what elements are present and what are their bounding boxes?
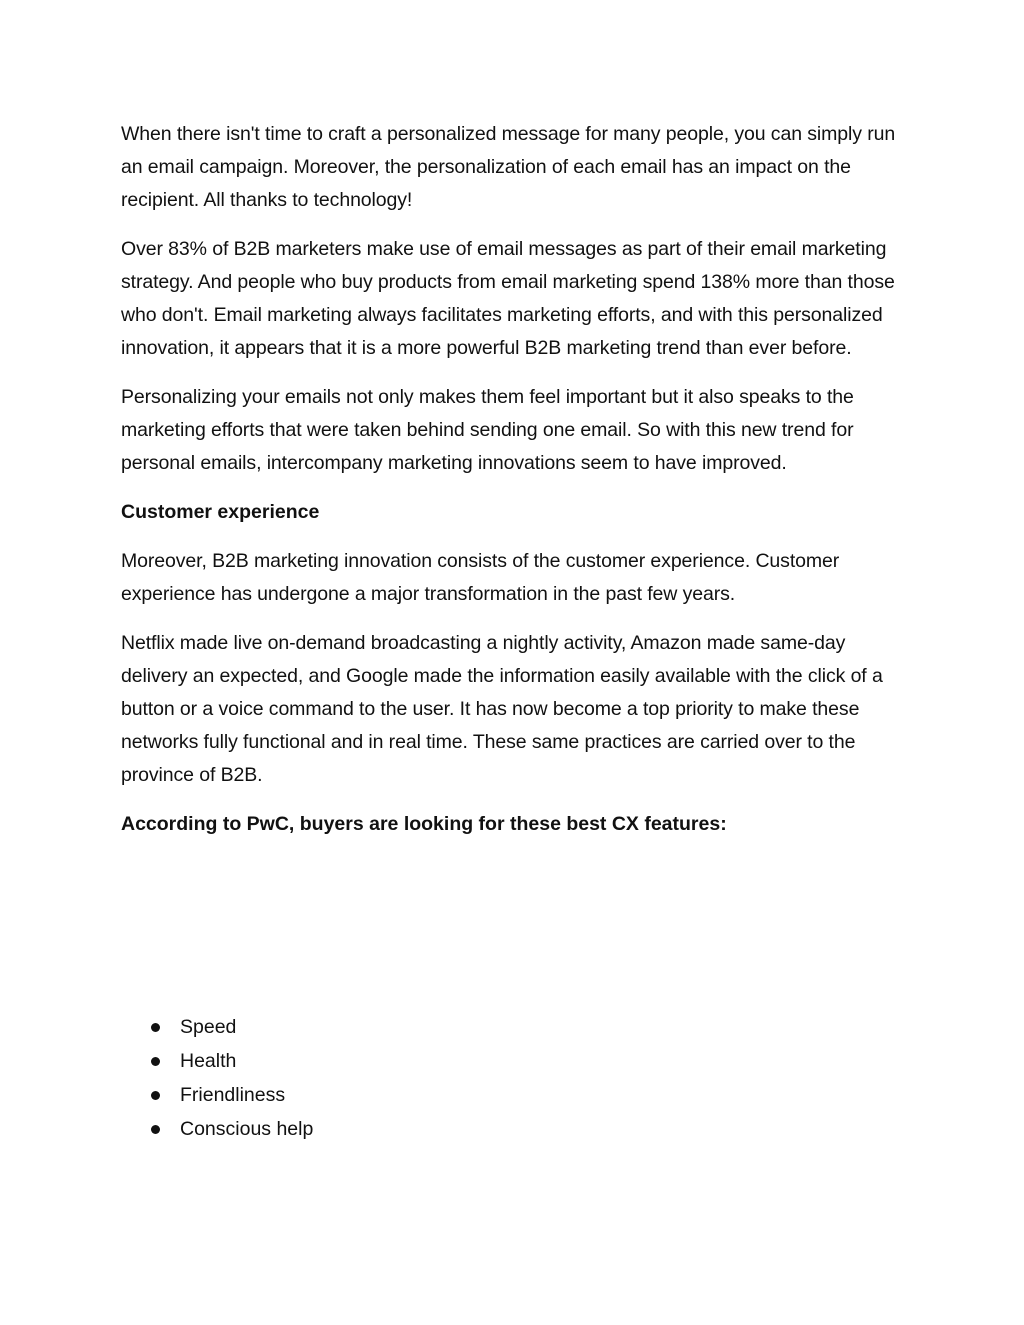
paragraph-b2b-email-stats: Over 83% of B2B marketers make use of email messages as part of their email marketing strategy. And people who buy products from email marketing spend 138% more than those who don't. Email marketing always facilitates marketing efforts, and with this personalized innovation, it appears that it is a more powerful B2B marketing trend than ever before. xyxy=(121,238,895,359)
bullet-icon xyxy=(151,1091,160,1100)
bullet-icon xyxy=(151,1023,160,1032)
list-item xyxy=(151,1112,313,1146)
list-heading-pwc: According to PwC, buyers are looking for these best CX features: xyxy=(121,813,727,835)
list-item-label: Speed xyxy=(180,1016,237,1038)
list-item xyxy=(151,1078,313,1112)
list-item-label: Conscious help xyxy=(180,1118,314,1140)
list-item-label: Friendliness xyxy=(180,1084,286,1106)
section-heading-customer-experience: Customer experience xyxy=(121,501,320,523)
bullet-icon xyxy=(151,1125,160,1134)
paragraph-personalizing-emails: Personalizing your emails not only makes them feel important but it also speaks to the marketing efforts that were taken behind sending one email. So with this new trend for personal emails, intercompany marketing innovations seem to have improved. xyxy=(121,386,854,474)
paragraph-netflix-amazon-google: Netflix made live on-demand broadcasting a nightly activity, Amazon made same-day delivery an expected, and Google made the information easily available with the click of a button or a voice command to the user. It has now become a top priority to make these networks fully functional and in real time. These same practices are carried over to the province of B2B. xyxy=(121,632,883,786)
paragraph-email-campaign: When there isn't time to craft a personalized message for many people, you can simply run an email campaign. Moreover, the personalization of each email has an impact on the recipient. All thanks to technology! xyxy=(121,123,896,211)
bullet-icon xyxy=(151,1057,160,1066)
list-item-label: Health xyxy=(180,1050,237,1072)
document-page xyxy=(121,118,911,857)
list-item xyxy=(151,1010,313,1044)
list-item xyxy=(151,1044,313,1078)
cx-features-list xyxy=(151,1010,313,1146)
paragraph-cx-transformation: Moreover, B2B marketing innovation consists of the customer experience. Customer experience has undergone a major transformation in the past few years. xyxy=(121,550,840,605)
